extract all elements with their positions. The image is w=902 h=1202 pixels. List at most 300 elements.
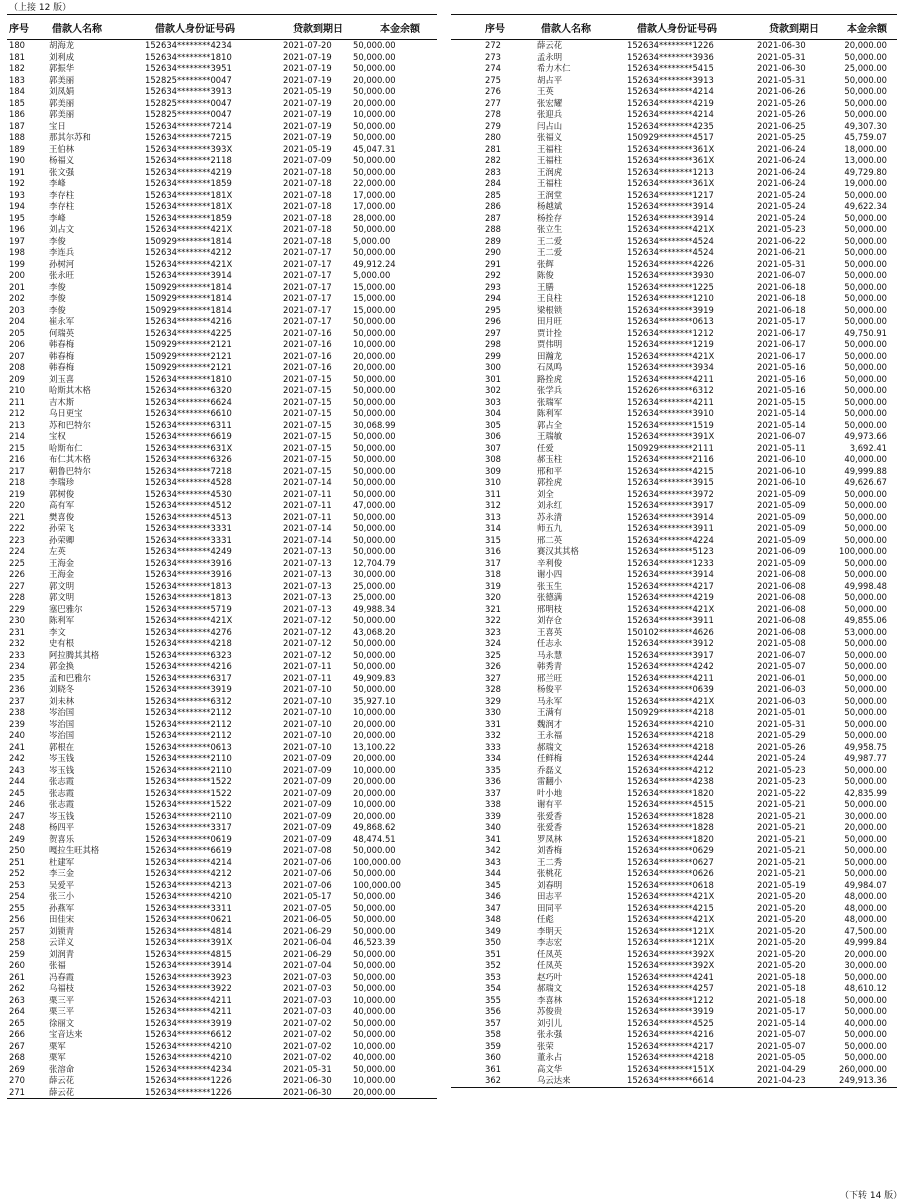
row-borrower-name: 刘锁青 <box>49 925 75 936</box>
row-id-number: 152634********6320 <box>145 385 232 395</box>
row-principal-balance: 50,000.00 <box>353 1017 396 1028</box>
row-principal-balance: 49,750.91 <box>844 327 887 338</box>
table-row <box>451 489 897 501</box>
row-borrower-name: 刘润青 <box>49 948 75 959</box>
row-principal-balance: 17,000.00 <box>353 189 396 200</box>
row-seq: 234 <box>9 661 25 671</box>
row-principal-balance: 50,000.00 <box>844 362 887 372</box>
row-due-date: 2021-07-19 <box>283 51 332 62</box>
row-due-date: 2021-07-14 <box>283 534 332 545</box>
row-due-date: 2021-07-19 <box>283 63 332 73</box>
row-seq: 207 <box>9 350 25 361</box>
row-seq: 334 <box>485 753 501 763</box>
row-id-number: 152634********5719 <box>145 603 232 614</box>
row-borrower-name: 刘占文 <box>49 224 75 234</box>
row-id-number: 152634********421X <box>145 615 233 625</box>
row-due-date: 2021-05-20 <box>757 902 806 913</box>
row-borrower-name: 孙树河 <box>49 258 75 269</box>
row-seq: 183 <box>9 74 25 85</box>
table-row <box>7 719 437 731</box>
row-seq: 347 <box>485 902 501 913</box>
row-principal-balance: 20,000.00 <box>353 810 396 821</box>
row-principal-balance: 40,000.00 <box>844 454 887 464</box>
header-borrower-name: 借款人名称 <box>52 24 102 35</box>
row-seq: 285 <box>485 189 501 200</box>
row-id-number: 152634********4210 <box>145 891 232 901</box>
row-principal-balance: 48,474.51 <box>353 833 396 844</box>
row-seq: 350 <box>485 937 501 947</box>
row-seq: 225 <box>9 557 25 568</box>
row-id-number: 152634********0613 <box>627 316 714 326</box>
row-id-number: 152634********1226 <box>145 1086 232 1097</box>
row-due-date: 2021-07-15 <box>283 385 332 395</box>
row-due-date: 2021-07-06 <box>283 868 332 878</box>
row-principal-balance: 20,000.00 <box>353 776 396 786</box>
row-id-number: 150929********4218 <box>627 707 714 717</box>
table-row <box>451 868 897 880</box>
row-borrower-name: 王膳 <box>537 281 554 292</box>
table-row <box>451 339 897 351</box>
table-row <box>7 753 437 765</box>
table-row <box>451 753 897 765</box>
row-borrower-name: 王二爱 <box>537 235 563 246</box>
row-seq: 323 <box>485 626 501 637</box>
row-principal-balance: 249,913.36 <box>839 1075 887 1085</box>
row-borrower-name: 李峰 <box>49 212 66 223</box>
row-seq: 331 <box>485 718 501 729</box>
row-borrower-name: 宝日 <box>49 120 66 131</box>
header-id-number: 借款人身份证号码 <box>637 24 717 35</box>
row-id-number: 152634********0627 <box>627 856 714 867</box>
row-due-date: 2021-04-29 <box>757 1063 806 1074</box>
row-borrower-name: 张宏耀 <box>537 97 563 108</box>
row-principal-balance: 50,000.00 <box>353 373 396 384</box>
row-due-date: 2021-06-01 <box>757 672 806 683</box>
row-id-number: 152634********3914 <box>627 212 714 223</box>
table-row <box>451 638 897 650</box>
row-due-date: 2021-06-03 <box>757 684 806 694</box>
table-row <box>451 546 897 558</box>
table-row <box>7 98 437 110</box>
row-borrower-name: 王福柱 <box>537 178 563 188</box>
row-borrower-name: 路拴虎 <box>537 373 563 384</box>
row-due-date: 2021-07-19 <box>283 109 332 119</box>
table-row <box>7 604 437 616</box>
row-borrower-name: 刘未林 <box>49 695 75 706</box>
row-id-number: 152634********3917 <box>627 500 714 510</box>
row-principal-balance: 20,000.00 <box>844 822 887 832</box>
row-due-date: 2021-06-18 <box>757 281 806 292</box>
table-row <box>7 914 437 926</box>
row-principal-balance: 49,912.24 <box>353 258 396 269</box>
row-due-date: 2021-05-26 <box>757 97 806 108</box>
row-borrower-name: 李俊 <box>49 235 66 246</box>
row-borrower-name: 刘引儿 <box>537 1017 563 1028</box>
row-principal-balance: 49,622.34 <box>844 201 887 211</box>
row-id-number: 152634********4214 <box>145 856 232 867</box>
row-due-date: 2021-05-26 <box>757 109 806 119</box>
row-borrower-name: 邢二英 <box>537 534 563 545</box>
row-due-date: 2021-06-08 <box>757 603 806 614</box>
row-seq: 338 <box>485 799 501 809</box>
row-id-number: 152634********2112 <box>145 730 232 740</box>
row-principal-balance: 50,000.00 <box>844 695 887 706</box>
row-due-date: 2021-07-16 <box>283 327 332 338</box>
row-id-number: 152634********361X <box>627 178 715 188</box>
row-due-date: 2021-05-21 <box>757 810 806 821</box>
row-seq: 325 <box>485 649 501 660</box>
row-borrower-name: 栗军 <box>49 1040 66 1051</box>
row-borrower-name: 张立生 <box>537 224 563 234</box>
row-borrower-name: 杜建军 <box>49 856 75 867</box>
row-borrower-name: 郭美丽 <box>49 109 75 119</box>
row-id-number: 152634********6619 <box>145 431 232 441</box>
row-due-date: 2021-05-31 <box>283 1063 332 1074</box>
header-seq: 序号 <box>485 24 505 35</box>
row-seq: 237 <box>9 695 25 706</box>
row-borrower-name: 刘全 <box>537 488 554 499</box>
table-row <box>7 144 437 156</box>
row-due-date: 2021-07-15 <box>283 454 332 464</box>
row-principal-balance: 50,000.00 <box>353 960 396 970</box>
row-seq: 335 <box>485 764 501 775</box>
row-principal-balance: 50,000.00 <box>353 925 396 936</box>
row-principal-balance: 50,000.00 <box>844 258 887 269</box>
row-principal-balance: 5,000.00 <box>353 270 391 280</box>
row-seq: 345 <box>485 879 501 890</box>
row-principal-balance: 49,987.77 <box>844 753 887 763</box>
table-row <box>7 500 437 512</box>
row-id-number: 152634********4218 <box>627 1052 714 1062</box>
row-borrower-name: 张德满 <box>537 592 563 602</box>
row-id-number: 152634********4238 <box>627 776 714 786</box>
row-due-date: 2021-07-02 <box>283 1029 332 1039</box>
row-borrower-name: 吴爱平 <box>49 879 75 890</box>
row-principal-balance: 50,000.00 <box>844 707 887 717</box>
row-seq: 351 <box>485 948 501 959</box>
table-row <box>7 972 437 984</box>
row-due-date: 2021-07-09 <box>283 776 332 786</box>
table-row <box>7 926 437 938</box>
row-id-number: 152634********3331 <box>145 523 232 533</box>
row-id-number: 152634********4212 <box>145 868 232 878</box>
row-seq: 218 <box>9 477 25 487</box>
row-principal-balance: 30,068.99 <box>353 419 396 430</box>
row-due-date: 2021-07-13 <box>283 569 332 579</box>
row-due-date: 2021-06-30 <box>283 1075 332 1085</box>
row-id-number: 152634********5415 <box>627 63 714 73</box>
row-due-date: 2021-07-18 <box>283 166 332 177</box>
row-principal-balance: 47,000.00 <box>353 500 396 510</box>
row-seq: 185 <box>9 97 25 108</box>
row-due-date: 2021-07-15 <box>283 431 332 441</box>
table-row <box>7 1029 437 1041</box>
row-due-date: 2021-05-31 <box>757 718 806 729</box>
table-row <box>7 489 437 501</box>
row-due-date: 2021-05-14 <box>757 1017 806 1028</box>
table-row <box>7 155 437 167</box>
row-principal-balance: 50,000.00 <box>844 109 887 119</box>
row-borrower-name: 郝瑞文 <box>537 741 563 752</box>
row-due-date: 2021-07-19 <box>283 132 332 142</box>
table-row <box>7 397 437 409</box>
left-table-bottom-rule <box>7 1098 437 1099</box>
row-due-date: 2021-07-17 <box>283 304 332 315</box>
table-row <box>451 1075 897 1087</box>
table-row <box>7 328 437 340</box>
table-row <box>7 167 437 179</box>
row-id-number: 152634********6610 <box>145 408 232 418</box>
row-seq: 187 <box>9 120 25 131</box>
row-due-date: 2021-07-12 <box>283 638 332 648</box>
row-seq: 258 <box>9 937 25 947</box>
row-seq: 330 <box>485 707 501 717</box>
row-principal-balance: 20,000.00 <box>844 40 887 50</box>
row-borrower-name: 王英 <box>537 86 554 96</box>
table-row <box>7 224 437 236</box>
row-id-number: 152634********4214 <box>627 109 714 119</box>
row-seq: 353 <box>485 971 501 982</box>
table-row <box>451 213 897 225</box>
row-principal-balance: 50,000.00 <box>353 971 396 982</box>
table-row <box>451 201 897 213</box>
row-borrower-name: 王伯林 <box>49 143 75 154</box>
row-seq: 326 <box>485 661 501 671</box>
row-seq: 298 <box>485 339 501 349</box>
row-borrower-name: 刘春明 <box>537 879 563 890</box>
row-principal-balance: 50,000.00 <box>844 396 887 407</box>
row-borrower-name: 魏润才 <box>537 718 563 729</box>
row-seq: 190 <box>9 155 25 165</box>
row-id-number: 152634********3917 <box>627 649 714 660</box>
row-principal-balance: 50,000.00 <box>844 419 887 430</box>
row-principal-balance: 49,984.07 <box>844 879 887 890</box>
table-row <box>7 799 437 811</box>
row-principal-balance: 48,610.12 <box>844 983 887 993</box>
table-row <box>451 247 897 259</box>
row-borrower-name: 赛汉其其格 <box>537 546 579 556</box>
row-due-date: 2021-06-30 <box>757 40 806 50</box>
row-due-date: 2021-07-17 <box>283 281 332 292</box>
row-borrower-name: 王满有 <box>537 707 563 717</box>
row-id-number: 152634********4219 <box>145 166 232 177</box>
row-principal-balance: 50,000.00 <box>844 856 887 867</box>
row-due-date: 2021-06-08 <box>757 580 806 591</box>
row-due-date: 2021-05-29 <box>757 730 806 740</box>
table-row <box>451 167 897 179</box>
row-borrower-name: 李明天 <box>537 925 563 936</box>
row-seq: 233 <box>9 649 25 660</box>
row-principal-balance: 13,000.00 <box>844 155 887 165</box>
row-seq: 263 <box>9 994 25 1005</box>
table-row <box>451 937 897 949</box>
row-seq: 197 <box>9 235 25 246</box>
row-id-number: 152634********3910 <box>627 408 714 418</box>
table-row <box>451 385 897 397</box>
table-row <box>7 431 437 443</box>
row-due-date: 2021-07-18 <box>283 212 332 223</box>
table-row <box>7 408 437 420</box>
row-seq: 340 <box>485 822 501 832</box>
row-id-number: 150929********2121 <box>145 339 232 349</box>
row-due-date: 2021-05-16 <box>757 373 806 384</box>
right-table-header <box>451 14 897 40</box>
row-seq: 264 <box>9 1006 25 1016</box>
row-id-number: 152634********3317 <box>145 822 232 832</box>
row-due-date: 2021-05-18 <box>757 994 806 1005</box>
row-due-date: 2021-07-04 <box>283 960 332 970</box>
row-id-number: 152634********3972 <box>627 488 714 499</box>
table-row <box>451 834 897 846</box>
row-borrower-name: 张瑞军 <box>537 396 563 407</box>
row-borrower-name: 张三小 <box>49 891 75 901</box>
row-id-number: 152825********0047 <box>145 74 232 85</box>
table-row <box>7 178 437 190</box>
row-seq: 216 <box>9 454 25 464</box>
table-row <box>7 351 437 363</box>
row-borrower-name: 师五九 <box>537 523 563 533</box>
row-seq: 231 <box>9 626 25 637</box>
row-borrower-name: 朝鲁巴特尔 <box>49 465 91 476</box>
row-id-number: 152634********3914 <box>145 960 232 970</box>
row-principal-balance: 35,927.10 <box>353 695 396 706</box>
row-borrower-name: 栗军 <box>49 1052 66 1062</box>
row-due-date: 2021-07-09 <box>283 764 332 775</box>
row-seq: 249 <box>9 833 25 844</box>
row-principal-balance: 50,000.00 <box>353 51 396 62</box>
row-principal-balance: 50,000.00 <box>844 799 887 809</box>
row-due-date: 2021-07-16 <box>283 350 332 361</box>
row-due-date: 2021-07-19 <box>283 74 332 85</box>
row-principal-balance: 50,000.00 <box>353 661 396 671</box>
row-seq: 223 <box>9 534 25 545</box>
row-principal-balance: 20,000.00 <box>353 362 396 372</box>
row-principal-balance: 10,000.00 <box>353 994 396 1005</box>
row-seq: 212 <box>9 408 25 418</box>
row-id-number: 152626********6312 <box>627 385 714 395</box>
row-due-date: 2021-05-01 <box>757 707 806 717</box>
row-due-date: 2021-07-14 <box>283 477 332 487</box>
row-seq: 222 <box>9 523 25 533</box>
row-seq: 191 <box>9 166 25 177</box>
row-due-date: 2021-07-02 <box>283 1052 332 1062</box>
table-row <box>451 1064 897 1076</box>
row-borrower-name: 邢明枝 <box>537 603 563 614</box>
row-seq: 354 <box>485 983 501 993</box>
table-row <box>451 788 897 800</box>
row-principal-balance: 50,000.00 <box>844 97 887 108</box>
row-due-date: 2021-06-24 <box>757 178 806 188</box>
row-seq: 206 <box>9 339 25 349</box>
table-row <box>7 52 437 64</box>
table-row <box>7 201 437 213</box>
row-due-date: 2021-07-13 <box>283 557 332 568</box>
row-due-date: 2021-07-11 <box>283 500 332 510</box>
row-principal-balance: 20,000.00 <box>353 97 396 108</box>
row-borrower-name: 刘存仓 <box>537 615 563 625</box>
row-seq: 292 <box>485 270 501 280</box>
row-due-date: 2021-05-24 <box>757 201 806 211</box>
table-row <box>7 673 437 685</box>
row-borrower-name: 谢有平 <box>537 799 563 809</box>
row-id-number: 152634********6323 <box>145 649 232 660</box>
table-row <box>451 190 897 202</box>
row-id-number: 150929********2121 <box>145 350 232 361</box>
row-seq: 255 <box>9 902 25 913</box>
row-id-number: 152634********3914 <box>145 270 232 280</box>
row-borrower-name: 陈利军 <box>537 408 563 418</box>
row-id-number: 152634********0613 <box>145 741 232 752</box>
row-borrower-name: 韩春梅 <box>49 350 75 361</box>
row-id-number: 152634********1859 <box>145 212 232 223</box>
row-seq: 314 <box>485 523 501 533</box>
row-id-number: 152634********4234 <box>145 1063 232 1074</box>
right-loan-table <box>451 14 897 1088</box>
row-principal-balance: 22,000.00 <box>353 178 396 188</box>
table-row <box>451 316 897 328</box>
row-id-number: 152634********4225 <box>145 327 232 338</box>
row-principal-balance: 50,000.00 <box>353 1063 396 1074</box>
row-principal-balance: 50,000.00 <box>844 373 887 384</box>
table-row <box>451 972 897 984</box>
row-borrower-name: 王海金 <box>49 569 75 579</box>
row-due-date: 2021-07-02 <box>283 1040 332 1051</box>
table-row <box>7 477 437 489</box>
row-due-date: 2021-07-05 <box>283 902 332 913</box>
table-row <box>7 362 437 374</box>
row-seq: 301 <box>485 373 501 384</box>
table-row <box>7 650 437 662</box>
row-seq: 359 <box>485 1040 501 1051</box>
row-id-number: 152634********6311 <box>145 419 232 430</box>
row-principal-balance: 50,000.00 <box>353 408 396 418</box>
row-principal-balance: 15,000.00 <box>353 304 396 315</box>
row-principal-balance: 50,000.00 <box>844 86 887 96</box>
row-due-date: 2021-06-29 <box>283 925 332 936</box>
row-principal-balance: 50,000.00 <box>353 454 396 464</box>
row-borrower-name: 任凤英 <box>537 948 563 959</box>
row-due-date: 2021-07-03 <box>283 994 332 1005</box>
row-due-date: 2021-06-24 <box>757 155 806 165</box>
row-seq: 229 <box>9 603 25 614</box>
row-id-number: 152634********3923 <box>145 971 232 982</box>
row-due-date: 2021-07-14 <box>283 523 332 533</box>
row-id-number: 152634********4513 <box>145 511 232 522</box>
row-borrower-name: 刘香梅 <box>537 845 563 855</box>
row-id-number: 152634********6624 <box>145 396 232 407</box>
row-seq: 184 <box>9 86 25 96</box>
row-seq: 189 <box>9 143 25 154</box>
table-row <box>451 40 897 52</box>
row-id-number: 152634********1828 <box>627 822 714 832</box>
header-principal-balance: 本金余额 <box>380 24 420 35</box>
table-row <box>451 960 897 972</box>
row-id-number: 152634********421X <box>627 224 715 234</box>
row-principal-balance: 50,000.00 <box>353 914 396 924</box>
row-seq: 309 <box>485 465 501 476</box>
row-due-date: 2021-05-18 <box>757 983 806 993</box>
row-borrower-name: 李三金 <box>49 868 75 878</box>
row-principal-balance: 12,704.79 <box>353 557 396 568</box>
row-id-number: 152634********6619 <box>145 845 232 855</box>
row-seq: 210 <box>9 385 25 395</box>
row-due-date: 2021-05-14 <box>757 408 806 418</box>
row-borrower-name: 郭拴虎 <box>537 477 563 487</box>
row-principal-balance: 50,000.00 <box>844 649 887 660</box>
table-row <box>7 581 437 593</box>
row-principal-balance: 50,000.00 <box>353 615 396 625</box>
row-due-date: 2021-06-08 <box>757 626 806 637</box>
